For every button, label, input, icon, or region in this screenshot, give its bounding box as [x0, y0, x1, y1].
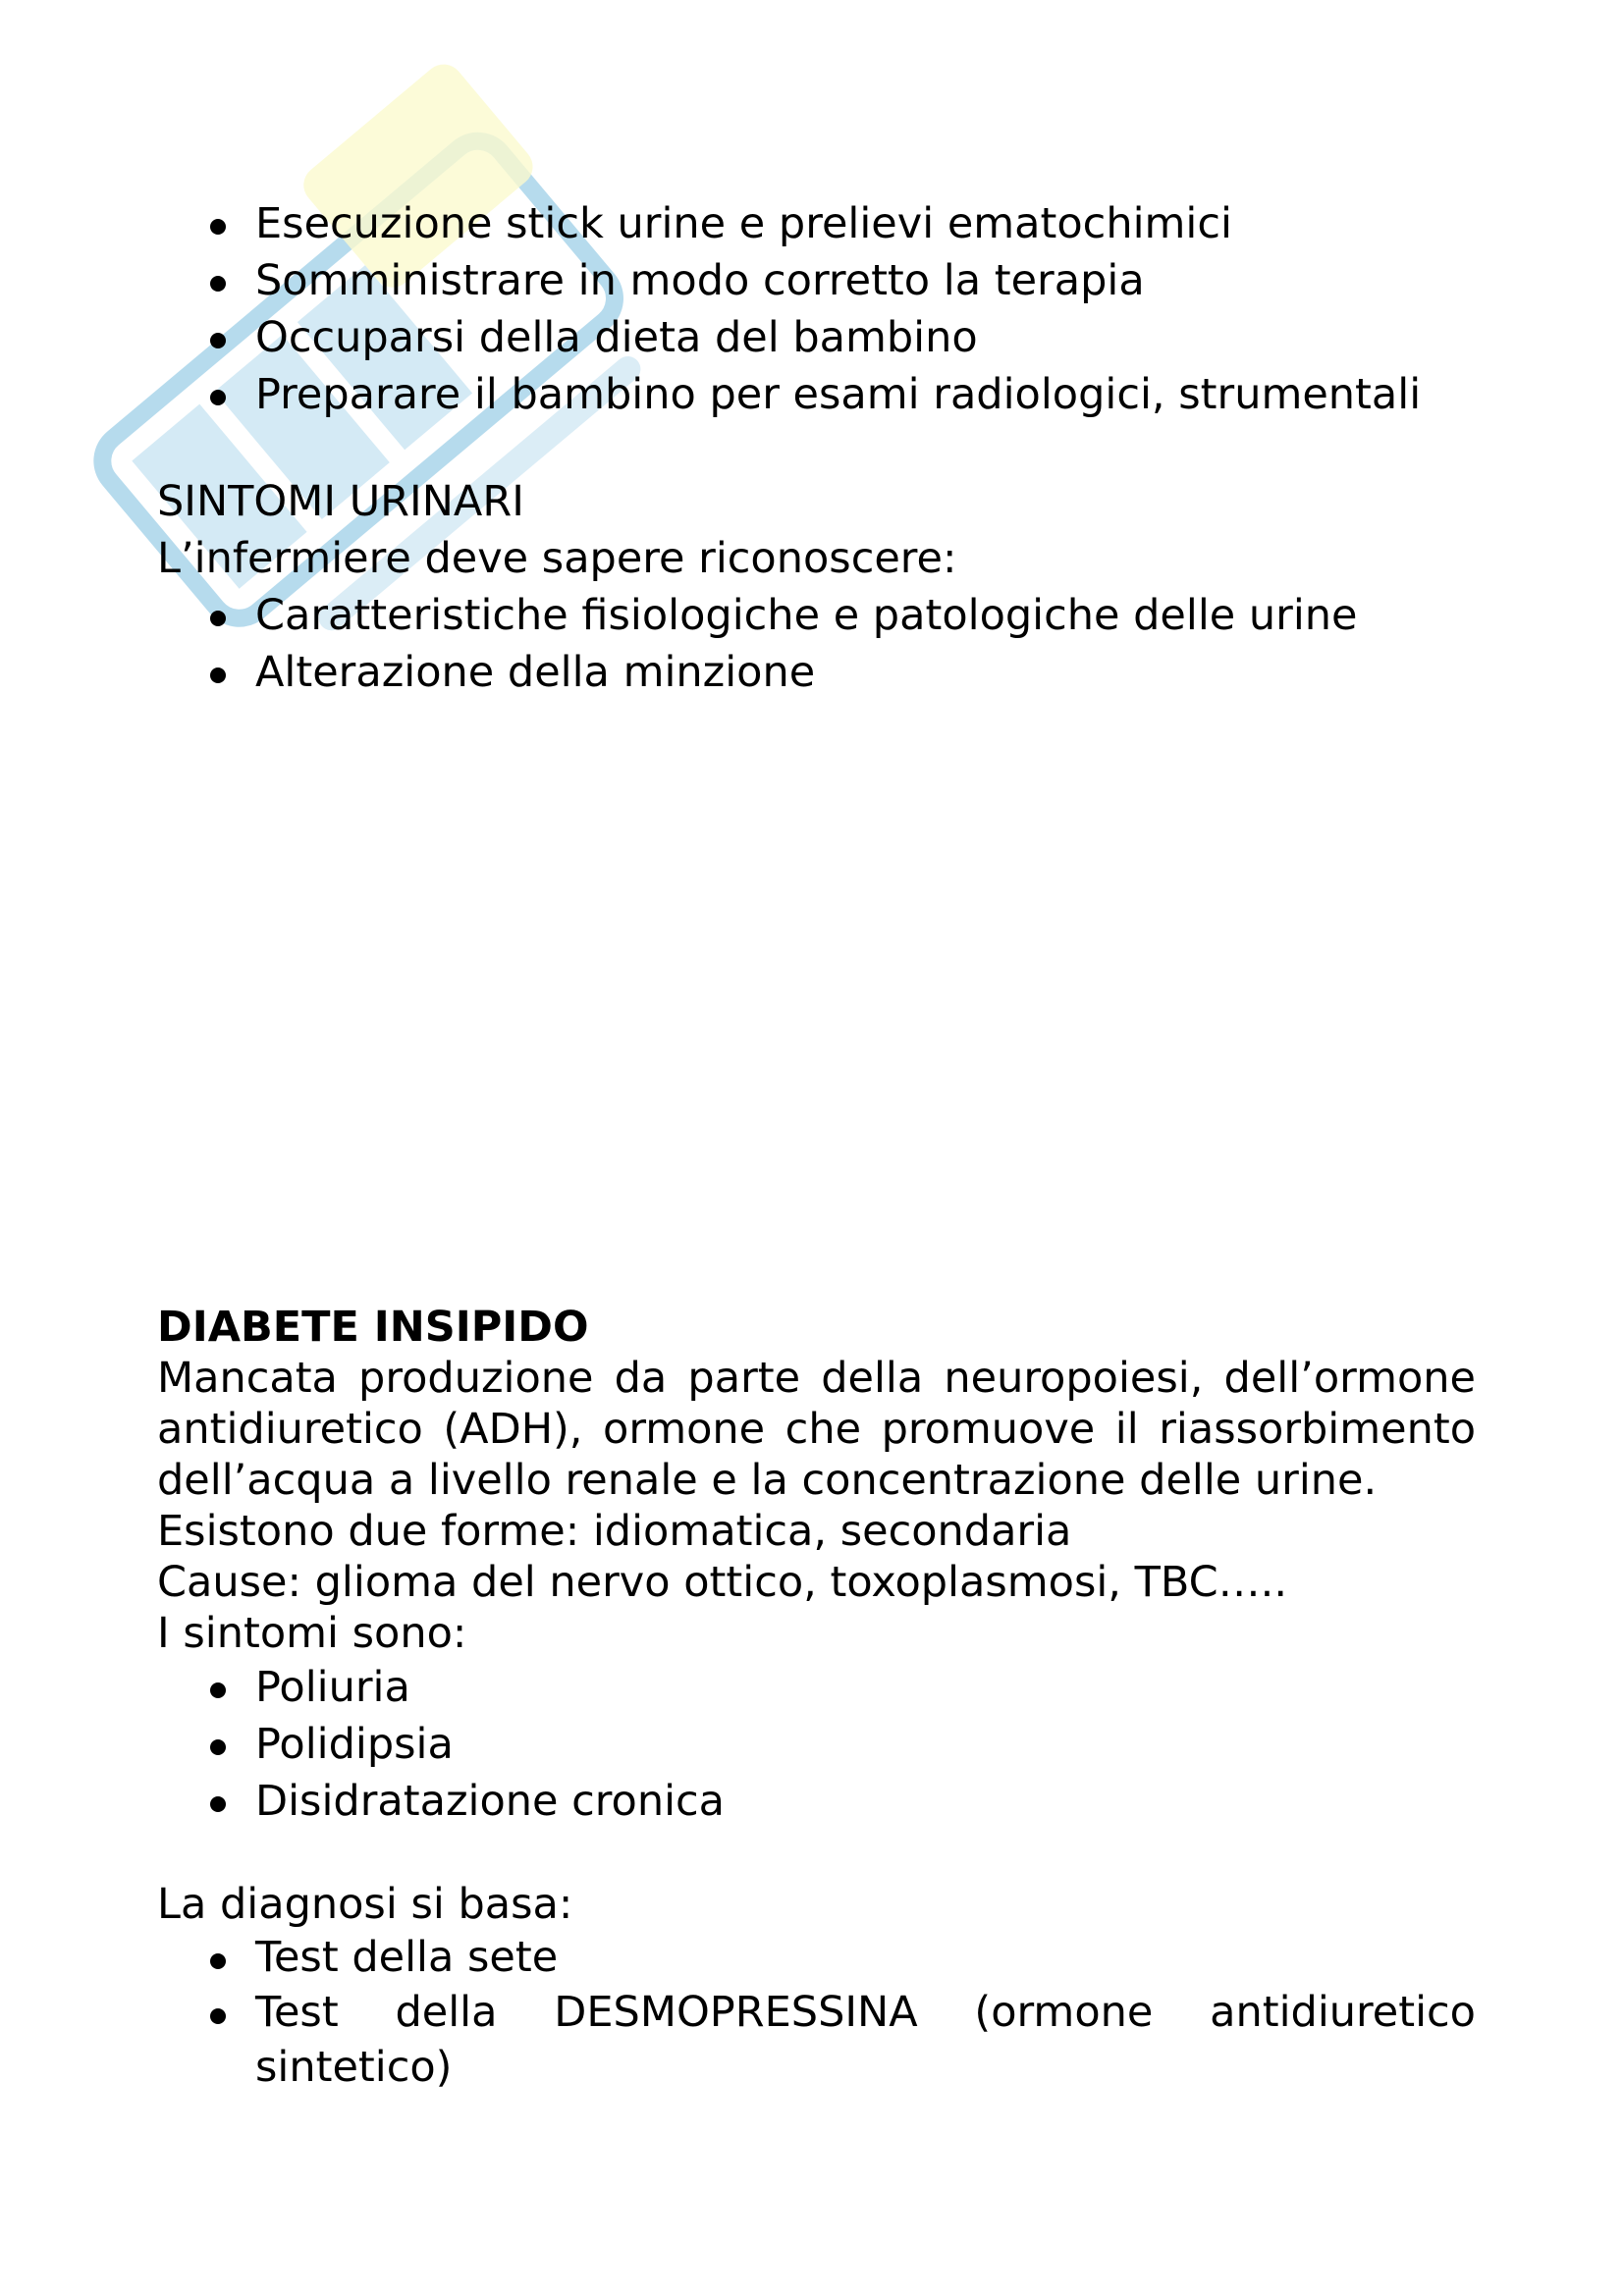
list-item: Somministrare in modo corretto la terapia: [157, 252, 1476, 309]
diagnosis-list: [157, 1930, 1476, 2095]
forms-line: Esistono due forme: idiomatica, secondaria: [157, 1507, 1072, 1556]
urinary-symptoms-section: [157, 473, 1476, 701]
causes-line: Cause: glioma del nervo ottico, toxoplasmosi, TBC…..: [157, 1558, 1288, 1607]
list-item: Occuparsi della dieta del bambino: [157, 309, 1476, 366]
list-item: Esecuzione stick urine e prelievi ematochimici: [157, 195, 1476, 252]
urinary-symptoms-list: [157, 587, 1476, 701]
list-item: Caratteristiche fisiologiche e patologiche delle urine: [157, 587, 1476, 644]
section-intro: L’infermiere deve sapere riconoscere:: [157, 534, 957, 583]
list-item: Polidipsia: [157, 1716, 1476, 1773]
diabete-insipido-section: [157, 1302, 1476, 2095]
diagnosis-intro: La diagnosi si basa:: [157, 1880, 573, 1929]
list-item: Poliuria: [157, 1659, 1476, 1716]
section-heading: DIABETE INSIPIDO: [157, 1303, 589, 1352]
section-title: SINTOMI URINARI: [157, 477, 524, 526]
symptoms-intro: I sintomi sono:: [157, 1609, 467, 1658]
list-item: Test della DESMOPRESSINA (ormone antidiuretico sintetico): [157, 1985, 1476, 2095]
list-item: Disidratazione cronica: [157, 1773, 1476, 1830]
care-tasks-list: [157, 195, 1476, 423]
symptoms-list: [157, 1659, 1476, 1830]
care-tasks-section: [157, 195, 1476, 423]
list-item: Alterazione della minzione: [157, 644, 1476, 701]
list-item: Test della sete: [157, 1930, 1476, 1985]
list-item: Preparare il bambino per esami radiologici, strumentali: [157, 366, 1476, 423]
definition-paragraph: Mancata produzione da parte della neuropoiesi, dell’ormone antidiuretico (ADH), ormone che promuove il riassorbimento dell’acqua a livello renale e la concentrazione delle urine.: [157, 1354, 1476, 1505]
